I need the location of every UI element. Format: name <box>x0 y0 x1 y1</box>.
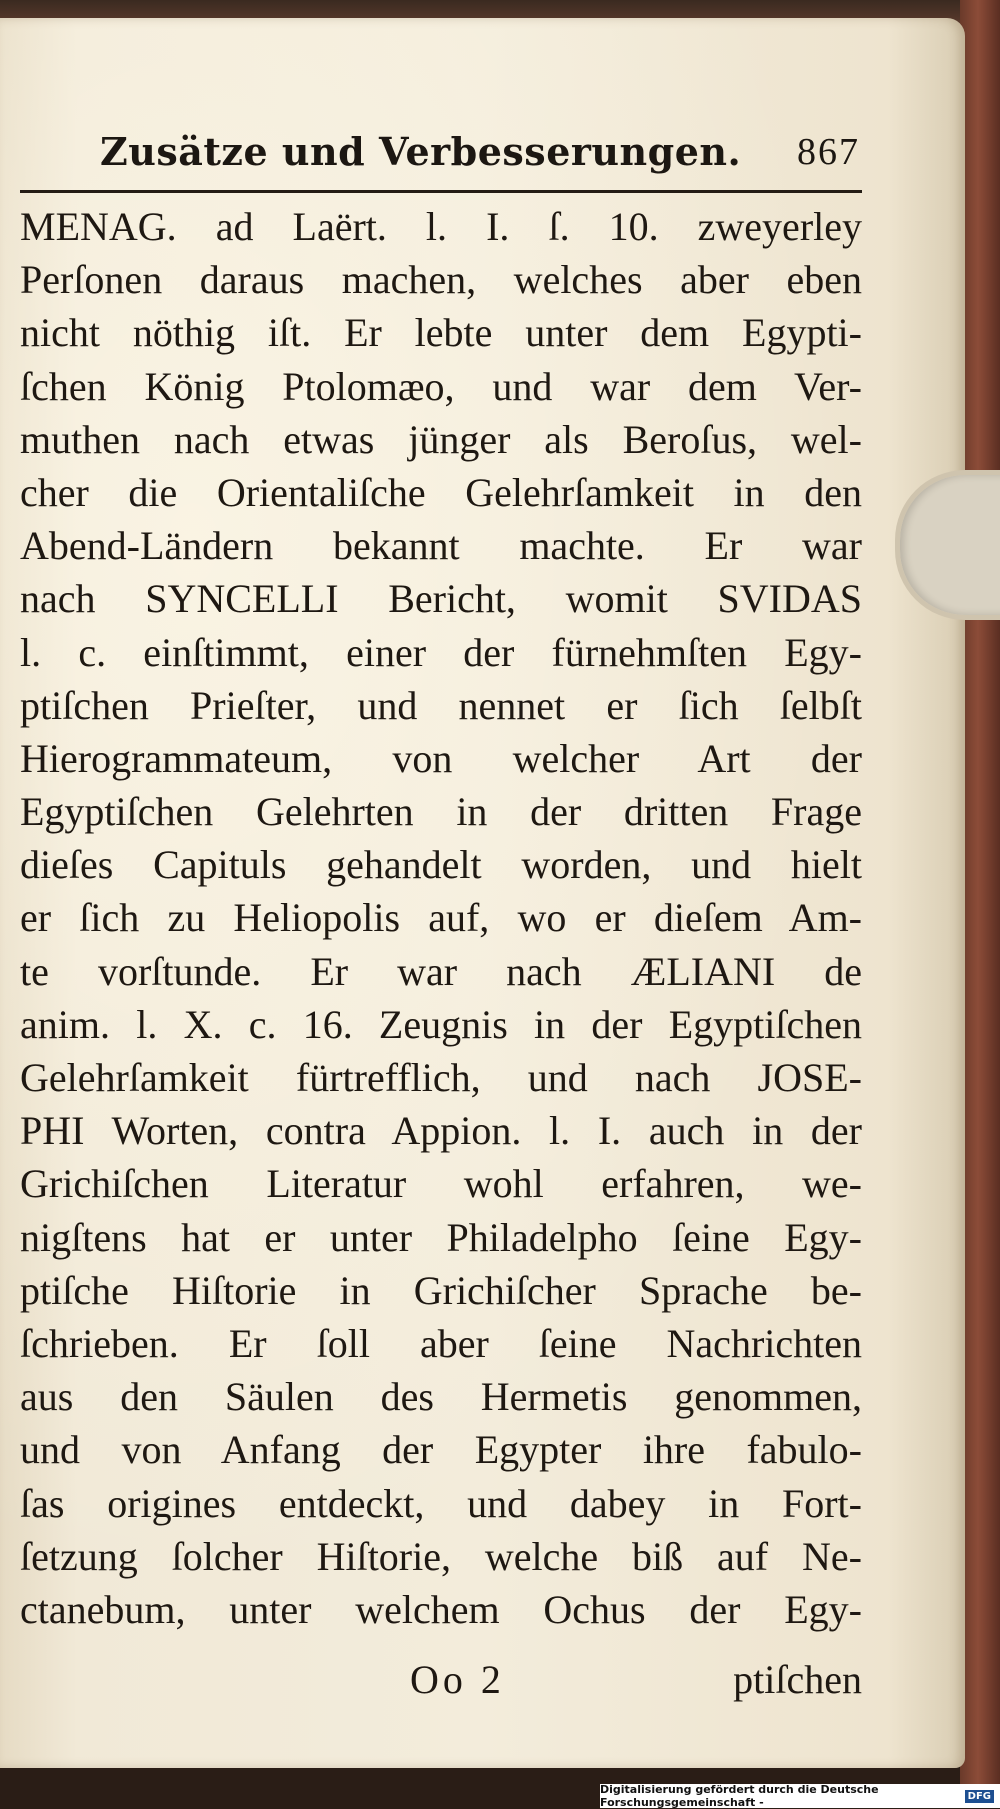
page-number: 867 <box>797 131 860 173</box>
catchword: ptiſchen <box>733 1657 862 1702</box>
text-line: nach SYNCELLI Bericht, womit SVIDAS <box>20 576 862 622</box>
text-line: und von Anfang der Egypter ihre fabulo- <box>20 1427 862 1473</box>
dfg-logo: DFG <box>965 1790 994 1803</box>
text-line: PHI Worten, contra Appion. l. I. auch in der <box>20 1108 862 1154</box>
text-line: ſchrieben. Er ſoll aber ſeine Nachrichten <box>20 1320 862 1366</box>
credit-text: Digitalisierung gefördert durch die Deutsche Forschungsgemeinschaft - <box>600 1783 879 1809</box>
text-line: Grichiſchen Literatur wohl erfahren, we- <box>20 1161 862 1207</box>
header-rule <box>20 190 862 193</box>
text-line: l. c. einſtimmt, einer der fürnehmſten Egy- <box>20 629 862 675</box>
text-line: aus den Säulen des Hermetis genommen, <box>20 1374 862 1420</box>
page-header <box>100 116 860 174</box>
text-line: anim. l. X. c. 16. Zeugnis in der Egyptiſchen <box>20 1001 862 1047</box>
text-line: nicht nöthig iſt. Er lebte unter dem Egypti- <box>20 310 862 356</box>
text-line: ſetzung ſolcher Hiſtorie, welche biß auf Ne- <box>20 1533 862 1579</box>
text-line: te vorſtunde. Er war nach ÆLIANI de <box>20 948 862 994</box>
text-line: ptiſche Hiſtorie in Grichiſcher Sprache be- <box>20 1267 862 1313</box>
text-line: Egyptiſchen Gelehrten in der dritten Frage <box>20 789 862 835</box>
running-title: Zusätze und Verbesserungen. <box>100 129 742 174</box>
text-line: er ſich zu Heliopolis auf, wo er dieſem Am- <box>20 895 862 941</box>
body-text <box>20 200 862 1636</box>
text-line: Abend-Ländern bekannt machte. Er war <box>20 523 862 569</box>
text-line: cher die Orientaliſche Gelehrſamkeit in den <box>20 469 862 515</box>
digitization-credit <box>600 1784 1000 1808</box>
text-line: Perſonen daraus machen, welches aber eben <box>20 257 862 303</box>
text-line: Hierogrammateum, von welcher Art der <box>20 735 862 781</box>
page-footer <box>20 1650 862 1710</box>
text-line: MENAG. ad Laërt. l. I. ſ. 10. zweyerley <box>20 204 862 249</box>
text-line: Gelehrſamkeit fürtrefflich, und nach JOSE- <box>20 1055 862 1100</box>
text-line: muthen nach etwas jünger als Beroſus, wel- <box>20 416 862 462</box>
book-cover-edge <box>960 0 1000 1808</box>
text-line: ptiſchen Prieſter, und nennet er ſich ſelbſt <box>20 682 862 728</box>
text-line: ſas origines entdeckt, und dabey in Fort- <box>20 1480 862 1526</box>
text-line: dieſes Capituls gehandelt worden, und hielt <box>20 842 862 888</box>
signature-mark: Oo 2 <box>410 1657 505 1702</box>
text-line: ſchen König Ptolomæo, und war dem Ver- <box>20 363 862 409</box>
text-line: ctanebum, unter welchem Ochus der Egy- <box>20 1586 862 1632</box>
text-line: nigſtens hat er unter Philadelpho ſeine Egy- <box>20 1214 862 1260</box>
book-page <box>0 18 965 1768</box>
